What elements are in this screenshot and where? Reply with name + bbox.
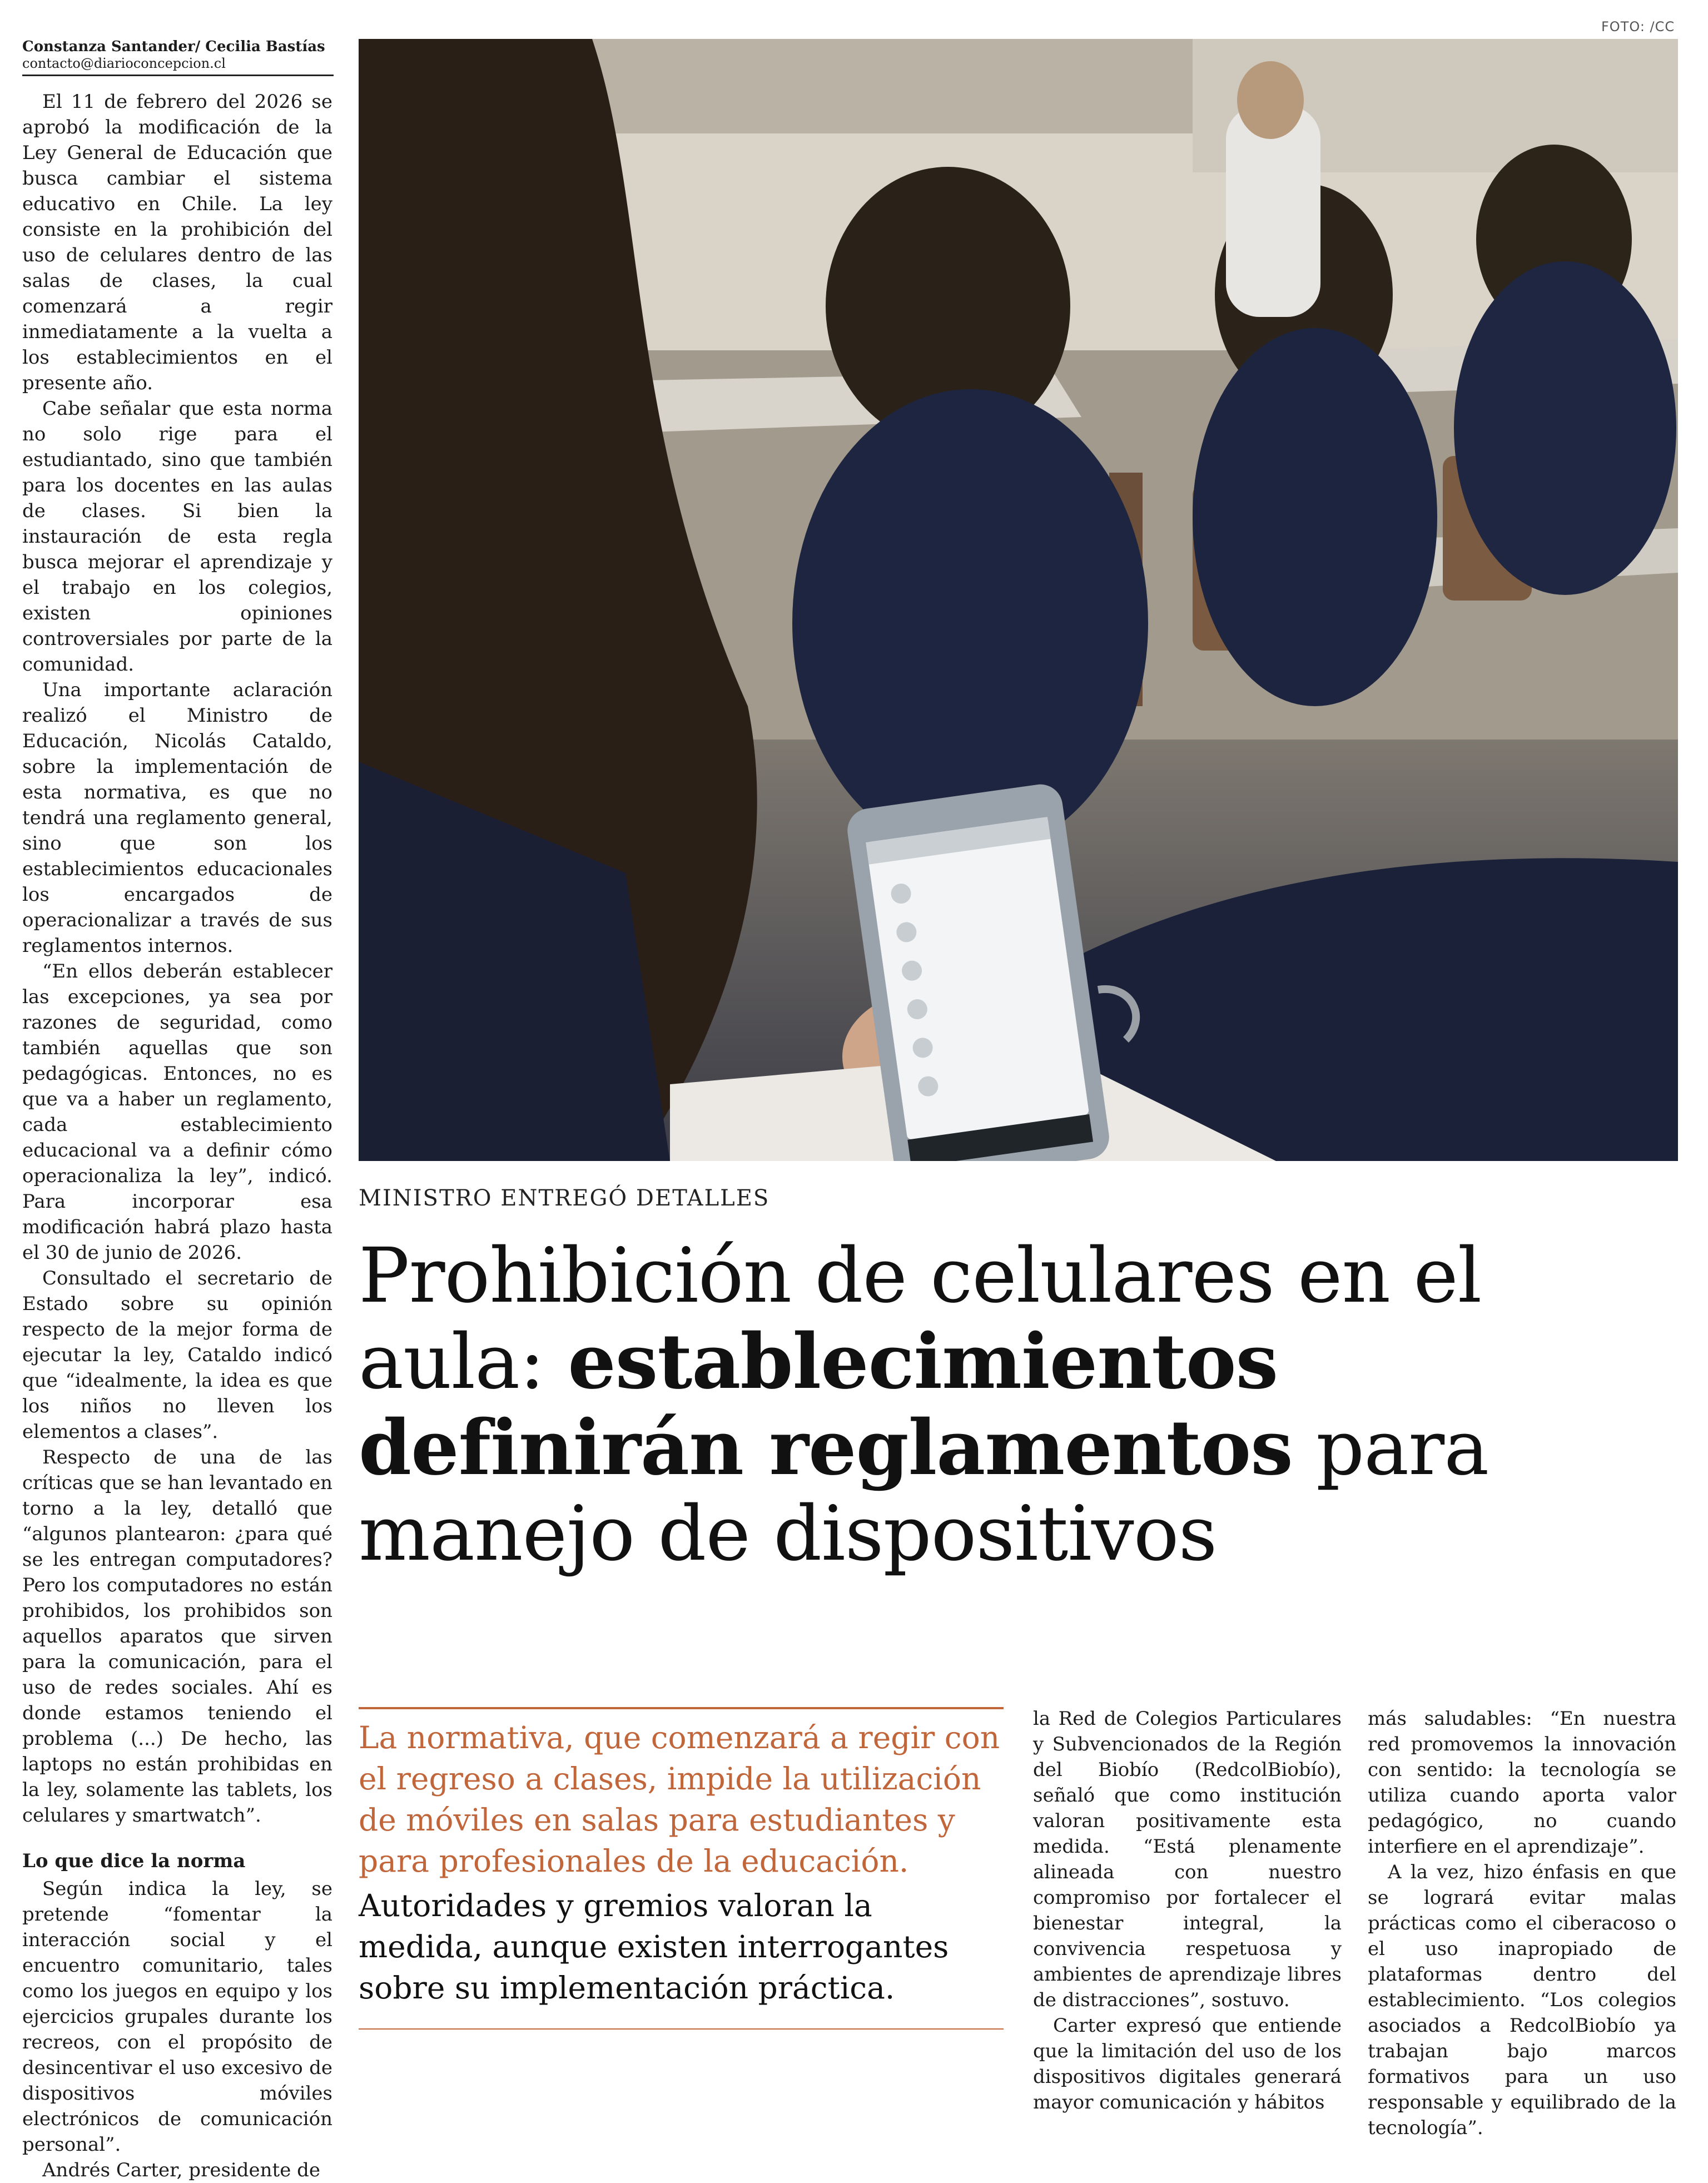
byline [22, 38, 334, 76]
paragraph: Cabe señalar que esta norma no solo rige para el estudiantado, sino que también para los docentes en las aulas de clases. Si bien la instauración de esta regla busca mejorar el aprendizaje y el trabajo en los colegios, existen opiniones controversiales por parte de la comunidad. [22, 398, 332, 676]
article-column-3 [1368, 1706, 1676, 2141]
byline-authors: Constanza Santander/ Cecilia Bastías [22, 38, 325, 55]
photo-credit: FOTO: /CC [1601, 19, 1675, 34]
paragraph: Una importante aclaración realizó el Ministro de Educación, Nicolás Cataldo, sobre la implementación de esta normativa, es que no tendrá una reglamento general, sino que son los establecimientos educacionales los encargados de operacionalizar a través de sus reglamentos internos. [22, 679, 332, 957]
headline-bold: establecimientos definirán reglamentos [359, 1317, 1293, 1492]
paragraph: la Red de Colegios Particulares y Subvencionados de la Región del Biobío (RedcolBiobío), señaló que como institución valoran positivamente esta medida. “Está plenamente alineada con nuestro compromiso por fortalecer el bienestar integral, la convivencia respetuosa y ambientes de aprendizaje libres de distracciones”, sostuvo. [1033, 1708, 1342, 2011]
paragraph: Andrés Carter, presidente de [42, 2159, 321, 2181]
paragraph: Según indica la ley, se pretende “fomentar la interacción social y el encuentro comunitario, tales como los juegos en equipo y los ejercicios grupales durante los recreos, con el propósito de desincentivar el uso excesivo de dispositivos móviles electrónicos de comunicación personal”. [22, 1878, 332, 2156]
paragraph: El 11 de febrero del 2026 se aprobó la modificación de la Ley General de Educación que busca cambiar el sistema educativo en Chile. La ley consiste en la prohibición del uso de celulares dentro de las salas de clases, la cual comenzará a regir inmediatamente a la vuelta a los establecimientos en el presente año. [22, 91, 332, 394]
paragraph: Carter expresó que entiende que la limitación del uso de los dispositivos digitales generará mayor comunicación y hábitos [1033, 2015, 1342, 2113]
lead-subsummary: Autoridades y gremios valoran la medida, aunque existen interrogantes sobre su implementación práctica. [359, 1888, 949, 2006]
lead-summary: La normativa, que comenzará a regir con el regreso a clases, impide la utilización de móviles en salas para estudiantes y para profesionales de la educación. [359, 1720, 1000, 1879]
article-column-2 [1033, 1706, 1342, 2115]
paragraph: A la vez, hizo énfasis en que se logrará evitar malas prácticas como el ciberacoso o el uso inapropiado de plataformas dentro del establecimiento. “Los colegios asociados a RedcolBiobío ya trabajan bajo marcos formativos para un uso responsable y equilibrado de la tecnología”. [1368, 1861, 1676, 2139]
paragraph: Consultado el secretario de Estado sobre su opinión respecto de la mejor forma de ejecutar la ley, Cataldo indicó que “idealmente, la idea es que los niños no lleven los elementos a clases”. [22, 1267, 332, 1443]
headline-part-1: Prohibición de celulares en el aula: [359, 1232, 1482, 1406]
classroom-photo-illustration [359, 39, 1678, 1161]
subhead: Lo que dice la norma [22, 1850, 246, 1872]
article-photo [359, 39, 1678, 1161]
lead-rule-bottom [359, 2028, 1004, 2030]
lead-rule-top [359, 1707, 1004, 1709]
lead-block [359, 1707, 1004, 2030]
paragraph: “En ellos deberán establecer las excepciones, ya sea por razones de seguridad, como también aquellas que son pedagógicas. Entonces, no es que va a haber un reglamento, cada establecimiento educacional va a definir cómo operacionaliza la ley”, indicó. Para incorporar esa modificación habrá plazo hasta el 30 de junio de 2026. [22, 960, 332, 1264]
headline-part-2: para manejo de dispositivos [359, 1405, 1489, 1578]
headline [359, 1233, 1682, 1577]
paragraph: más saludables: “En nuestra red promovemos la innovación con sentido: la tecnología se utiliza cuando aporta valor pedagógico, no cuando interfiere en el aprendizaje”. [1368, 1708, 1676, 1858]
byline-email: contacto@diarioconcepcion.cl [22, 56, 226, 71]
kicker: MINISTRO ENTREGÓ DETALLES [359, 1185, 770, 1211]
byline-rule [22, 75, 334, 76]
paragraph: Respecto de una de las críticas que se han levantado en torno a la ley, detalló que “algunos plantearon: ¿para qué se les entregan computadores? Pero los computadores no están prohibidos, los prohibidos son aquellos aparatos que sirven para la comunicación, para el uso de redes sociales. Ahí es donde estamos teniendo el problema (...) De hecho, las laptops no están prohibidas en la ley, solamente las tablets, los celulares y smartwatch”. [22, 1446, 332, 1827]
article-column-1 [22, 89, 332, 2183]
